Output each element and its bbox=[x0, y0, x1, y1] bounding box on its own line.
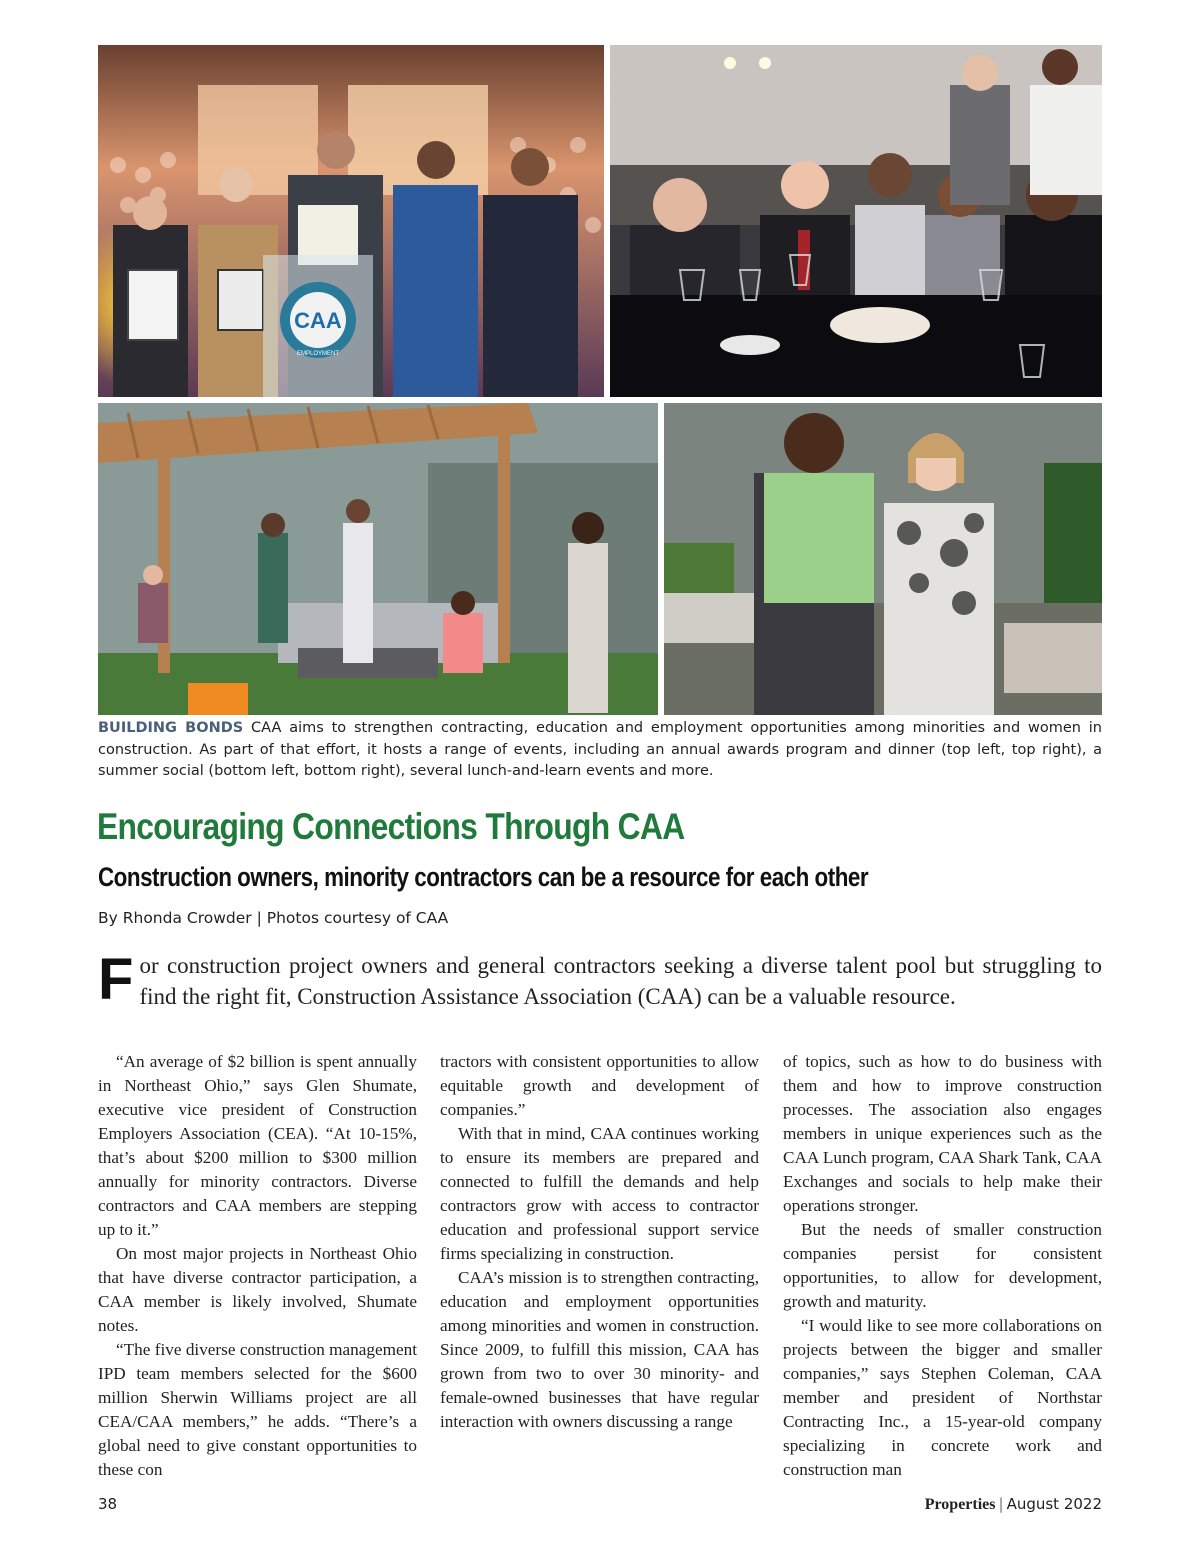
caa-logo-text: CAA bbox=[294, 308, 342, 333]
lede-text: or construction project owners and general contractors seeking a diverse talent pool but struggling to find the right fit, Construction Assistance Association (CAA) can be a valuable resource. bbox=[139, 953, 1102, 1009]
paragraph: “An average of $2 billion is spent annually in Northeast Ohio,” says Glen Shumate, executive vice president of Construction Employers Association (CEA). “At 10-15%, that’s about $200 million to $300 million annually for minority contractors. Diverse contractors and CAA members are stepping up to it.” bbox=[98, 1052, 417, 1239]
caa-logo-ring-text: EMPLOYMENT bbox=[296, 351, 340, 357]
article-column-1 bbox=[98, 1050, 417, 1482]
drop-cap: F bbox=[98, 947, 134, 1012]
paragraph: But the needs of smaller construction companies persist for consistent opportunities, to allow for development, growth and maturity. bbox=[783, 1220, 1102, 1311]
folio-masthead bbox=[925, 1495, 1102, 1514]
magazine-name: Properties bbox=[924, 1496, 996, 1513]
caption-kicker: BUILDING BONDS bbox=[98, 720, 244, 736]
article-headline: Encouraging Connections Through CAA bbox=[97, 806, 685, 847]
issue-date: August 2022 bbox=[1006, 1495, 1102, 1513]
paragraph: “I would like to see more collaborations on projects between the bigger and smaller companies,” says Stephen Coleman, CAA member and president of Northstar Contracting Inc., a 15-year-old company specializing in concrete work and construction man bbox=[783, 1316, 1102, 1479]
article-column-2 bbox=[440, 1050, 759, 1434]
paragraph: tractors with consistent opportunities to allow equitable growth and development of companies.” bbox=[440, 1052, 759, 1119]
article-column-3 bbox=[783, 1050, 1102, 1482]
photo-dinner-table bbox=[610, 45, 1102, 397]
article-byline: By Rhonda Crowder | Photos courtesy of CAA bbox=[98, 909, 449, 927]
paragraph: CAA’s mission is to strengthen contracting, education and employment opportunities among minorities and women in construction. Since 2009, to fulfill this mission, CAA has grown from two to over 30 minority- and female-owned businesses that have regular interaction with owners discussing a range bbox=[440, 1268, 759, 1431]
paragraph: of topics, such as how to do business with them and how to improve construction processes. The association also engages members in unique experiences such as the CAA Lunch program, CAA Shark Tank, CAA Exchanges and socials to help make their operations stronger. bbox=[783, 1052, 1102, 1215]
photo-caption bbox=[98, 718, 1102, 783]
article-dek: Construction owners, minority contractors can be a resource for each other bbox=[98, 862, 869, 892]
paragraph: On most major projects in Northeast Ohio that have diverse contractor participation, a CAA member is likely involved, Shumate notes. bbox=[98, 1244, 417, 1335]
photo-rooftop-social bbox=[98, 403, 658, 715]
paragraph: “The five diverse construction management IPD team members selected for the $600 million Sherwin Williams project are all CEA/CAA members,” he adds. “There’s a global need to give constant opportunities to these con bbox=[98, 1340, 417, 1479]
caption-text: CAA aims to strengthen contracting, education and employment opportunities among minorities and women in construction. As part of that effort, it hosts a range of events, including an annual awards program and dinner (top left, top right), a summer social (bottom left, bottom right), several lunch-and-learn events and more. bbox=[98, 720, 1102, 779]
photo-awards-stage bbox=[98, 45, 604, 397]
photo-rooftop-pair bbox=[664, 403, 1102, 715]
folio-separator: | bbox=[998, 1495, 1004, 1513]
article-lede bbox=[98, 947, 1102, 1012]
page-number: 38 bbox=[98, 1495, 118, 1513]
paragraph: With that in mind, CAA continues working to ensure its members are prepared and connected to fulfill the demands and help contractors grow with access to contractor education and professional support service firms specializing in construction. bbox=[440, 1124, 759, 1263]
